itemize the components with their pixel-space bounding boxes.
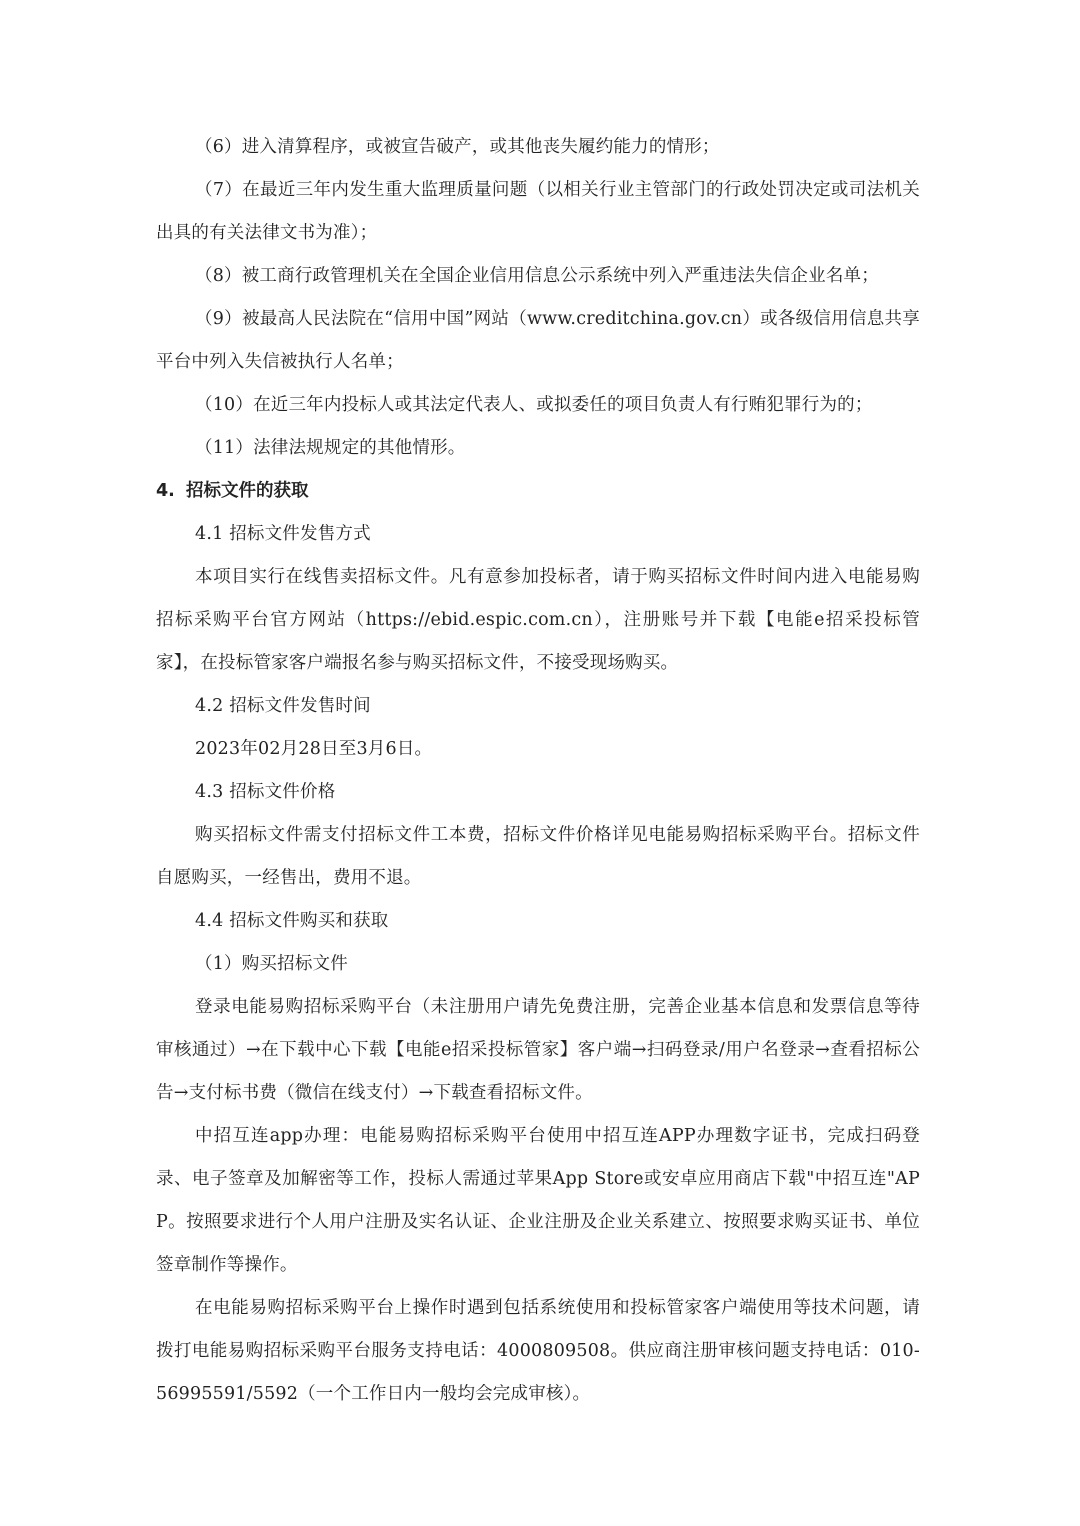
item-10: （10）在近三年内投标人或其法定代表人、或拟委任的项目负责人有行贿犯罪行为的；	[195, 395, 873, 415]
sub-4-2-body: 2023年02月28日至3月6日。	[195, 739, 433, 759]
item-9: （9）被最高人民法院在“信用中国”网站（www.creditchina.gov.cn）或各级信用信息共享平台中列入失信被执行人名单；	[156, 309, 920, 372]
section-number: 4.	[156, 481, 175, 501]
document-content	[156, 126, 920, 1416]
sub-4-2-title: 4.2 招标文件发售时间	[195, 696, 371, 716]
section-heading	[156, 470, 920, 513]
sub-4-4-item1-body: 登录电能易购招标采购平台（未注册用户请先免费注册，完善企业基本信息和发票信息等待审核通过）→在下载中心下载【电能e招采投标管家】客户端→扫码登录/用户名登录→查看招标公告→支付标书费（微信在线支付）→下载查看招标文件。	[156, 997, 920, 1103]
sub-4-3-title: 4.3 招标文件价格	[195, 782, 336, 802]
sub-4-4-item1-title: （1）购买招标文件	[195, 954, 348, 974]
section-title: 招标文件的获取	[186, 481, 309, 501]
sub-4-4-app-body: 中招互连app办理：电能易购招标采购平台使用中招互连APP办理数字证书，完成扫码登录、电子签章及加解密等工作，投标人需通过苹果App Store或安卓应用商店下载"中招互连"APP。按照要求进行个人用户注册及实名认证、企业注册及企业关系建立、按照要求购买证书、单位签章制作等操作。	[156, 1126, 920, 1275]
item-8: （8）被工商行政管理机关在全国企业信用信息公示系统中列入严重违法失信企业名单；	[195, 266, 879, 286]
item-7: （7）在最近三年内发生重大监理质量问题（以相关行业主管部门的行政处罚决定或司法机关出具的有关法律文书为准）；	[156, 180, 920, 243]
sub-4-4-support-body: 在电能易购招标采购平台上操作时遇到包括系统使用和投标管家客户端使用等技术问题，请拨打电能易购招标采购平台服务支持电话：4000809508。供应商注册审核问题支持电话：010-56995591/5592（一个工作日内一般均会完成审核）。	[156, 1298, 920, 1404]
item-11: （11）法律法规规定的其他情形。	[195, 438, 466, 458]
sub-4-4-title: 4.4 招标文件购买和获取	[195, 911, 389, 931]
sub-4-3-body: 购买招标文件需支付招标文件工本费，招标文件价格详见电能易购招标采购平台。招标文件自愿购买，一经售出，费用不退。	[156, 825, 920, 888]
sub-4-1-body: 本项目实行在线售卖招标文件。凡有意参加投标者，请于购买招标文件时间内进入电能易购招标采购平台官方网站（https://ebid.espic.com.cn），注册账号并下载【电能e招采投标管家】，在投标管家客户端报名参与购买招标文件，不接受现场购买。	[156, 567, 920, 673]
sub-4-1-title: 4.1 招标文件发售方式	[195, 524, 371, 544]
item-6: （6）进入清算程序，或被宣告破产，或其他丧失履约能力的情形；	[195, 137, 720, 157]
